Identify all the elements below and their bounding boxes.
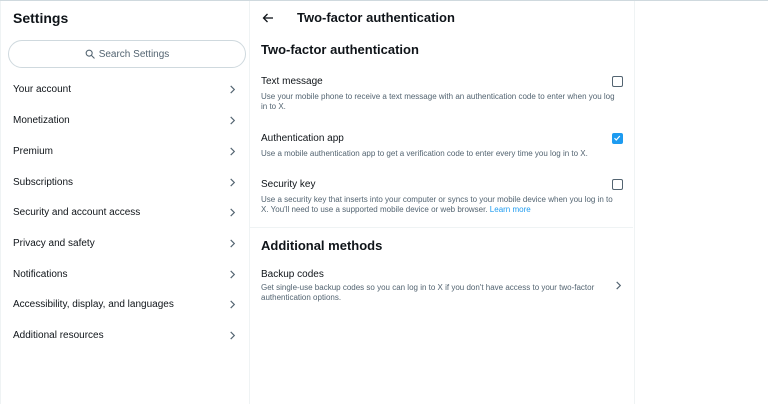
backup-codes-title: Backup codes (261, 269, 324, 280)
chevron-right-icon (228, 208, 237, 217)
security-key-checkbox[interactable] (612, 179, 623, 190)
backup-codes-description: Get single-use backup codes so you can log in to X if you don't have access to your two-factor authentication options. (261, 283, 595, 302)
sidebar-item-label: Accessibility, display, and languages (13, 298, 174, 310)
additional-methods-title: Additional methods (261, 238, 383, 253)
sidebar-item-premium[interactable] (1, 136, 249, 166)
section-title: Two-factor authentication (261, 42, 419, 57)
settings-sidebar (0, 1, 250, 404)
option-title-security-key: Security key (261, 179, 316, 190)
text-message-checkbox[interactable] (612, 76, 623, 87)
option-description (261, 195, 621, 215)
sidebar-item-monetization[interactable] (1, 105, 249, 135)
sidebar-item-label: Subscriptions (13, 176, 74, 188)
chevron-right-icon (228, 270, 237, 279)
checkmark-icon (613, 134, 621, 142)
sidebar-item-your-account[interactable] (1, 74, 249, 104)
search-placeholder: Search Settings (98, 48, 170, 60)
sidebar-item-label: Monetization (13, 114, 70, 126)
option-title-authentication-app: Authentication app (261, 133, 344, 144)
search-settings-input[interactable] (8, 40, 246, 68)
chevron-right-icon (228, 239, 237, 248)
sidebar-item-label: Your account (13, 83, 72, 95)
chevron-right-icon (228, 116, 237, 125)
option-description: Use your mobile phone to receive a text message with an authentication code to enter when you log in to X. (261, 92, 615, 111)
option-title-text-message: Text message (261, 76, 323, 87)
option-description: Use a mobile authentication app to get a verification code to enter every time you log in to X. (261, 149, 588, 158)
page-title: Two-factor authentication (297, 10, 455, 25)
sidebar-item-accessibility[interactable] (1, 289, 249, 319)
chevron-right-icon (228, 178, 237, 187)
sidebar-item-security[interactable] (1, 197, 249, 227)
sidebar-item-subscriptions[interactable] (1, 167, 249, 197)
back-arrow-icon[interactable] (262, 12, 274, 24)
sidebar-item-label: Security and account access (13, 206, 141, 218)
divider (250, 227, 633, 228)
sidebar-item-additional-resources[interactable] (1, 320, 249, 350)
chevron-right-icon (614, 281, 623, 290)
chevron-right-icon (228, 85, 237, 94)
sidebar-item-label: Additional resources (13, 329, 104, 341)
chevron-right-icon (228, 331, 237, 340)
sidebar-item-label: Premium (13, 145, 54, 157)
learn-more-link[interactable]: Learn more (489, 205, 531, 214)
chevron-right-icon (228, 147, 237, 156)
sidebar-item-label: Notifications (13, 268, 68, 280)
chevron-right-icon (228, 300, 237, 309)
sidebar-item-notifications[interactable] (1, 259, 249, 289)
sidebar-item-label: Privacy and safety (13, 237, 95, 249)
search-icon (85, 49, 95, 59)
two-factor-panel (250, 1, 635, 404)
sidebar-item-privacy[interactable] (1, 228, 249, 258)
backup-codes-row[interactable] (250, 263, 633, 307)
settings-title: Settings (13, 10, 69, 26)
authentication-app-checkbox[interactable] (612, 133, 623, 144)
security-key-description-text: Use a security key that inserts into your computer or syncs to your mobile device when you log in to X. You'll need to use a supported mobile device or web browser. (261, 195, 613, 214)
